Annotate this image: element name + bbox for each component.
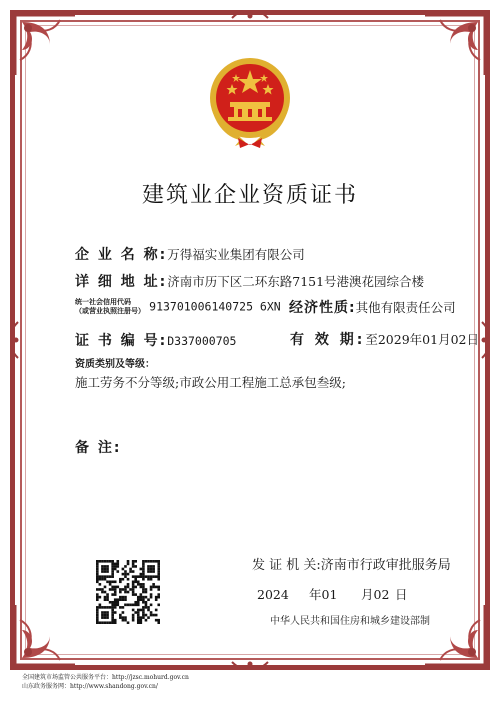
- company-name-row: [75, 244, 305, 264]
- corner-ornament-icon: [420, 600, 490, 670]
- issue-date-row: [257, 585, 408, 603]
- footer-line2: 山东政务服务网：http://www.shandong.gov.cn/: [22, 683, 158, 690]
- scope-label-row: [75, 355, 155, 371]
- footer: [22, 673, 189, 691]
- edge-ornament-icon: [8, 320, 22, 360]
- ministry-credit: 中华人民共和国住房和城乡建设部制: [270, 616, 430, 627]
- corner-ornament-icon: [10, 600, 80, 670]
- validity-value: 至2029年01月02日: [365, 332, 479, 347]
- national-emblem-icon: [200, 50, 300, 150]
- credit-code-label-line1: 统一社会信用代码: [75, 298, 131, 306]
- issue-month: 年01: [309, 587, 338, 602]
- edge-ornament-icon: [230, 8, 270, 22]
- remarks-label: 备 注:: [75, 440, 122, 456]
- issuer-row: [252, 554, 451, 573]
- company-name-value: 万得福实业集团有限公司: [167, 247, 305, 262]
- address-row: [75, 271, 424, 291]
- address-label: 详 细 地 址:: [75, 274, 168, 290]
- footer-line1: 全国建筑市场监管公共服务平台：http://jzsc.mohurd.gov.cn: [22, 674, 189, 681]
- issue-year: 2024: [257, 587, 289, 602]
- nature-label: 经济性质:: [289, 300, 356, 316]
- cert-no-row: [75, 330, 236, 350]
- qr-code-icon: [96, 560, 160, 624]
- credit-code-label-line2: （或营业执照注册号）: [75, 307, 145, 315]
- validity-row: [290, 329, 479, 349]
- nature-row: [289, 297, 456, 317]
- corner-ornament-icon: [420, 10, 490, 80]
- scope-value: 施工劳务不分等级;市政公用工程施工总承包叁级;: [75, 375, 346, 390]
- validity-label: 有 效 期:: [290, 332, 366, 348]
- company-name-label: 企 业 名 称:: [75, 247, 168, 263]
- credit-code-value: 913701006140725 6XN: [149, 299, 281, 314]
- scope-row: [75, 373, 346, 391]
- remarks-row: [75, 437, 121, 457]
- nature-value: 其他有限责任公司: [355, 300, 456, 315]
- issue-day-suffix: 日: [395, 587, 408, 602]
- issuer-value: 济南市行政审批服务局: [320, 558, 451, 573]
- credit-code-label: [75, 298, 145, 316]
- issue-day: 月02: [361, 587, 390, 602]
- certificate-title: 建筑业企业资质证书: [141, 183, 358, 208]
- cert-no-label: 证 书 编 号:: [75, 333, 168, 349]
- issuer-label: 发 证 机 关:: [252, 558, 321, 573]
- cert-no-value: D337000705: [167, 334, 237, 348]
- scope-label: 资质类别及等级：: [75, 359, 155, 370]
- edge-ornament-icon: [230, 658, 270, 672]
- corner-ornament-icon: [10, 10, 80, 80]
- address-value: 济南市历下区二环东路7151号港澳花园综合楼: [167, 274, 425, 289]
- edge-ornament-icon: [478, 320, 492, 360]
- credit-code-row: [75, 298, 281, 316]
